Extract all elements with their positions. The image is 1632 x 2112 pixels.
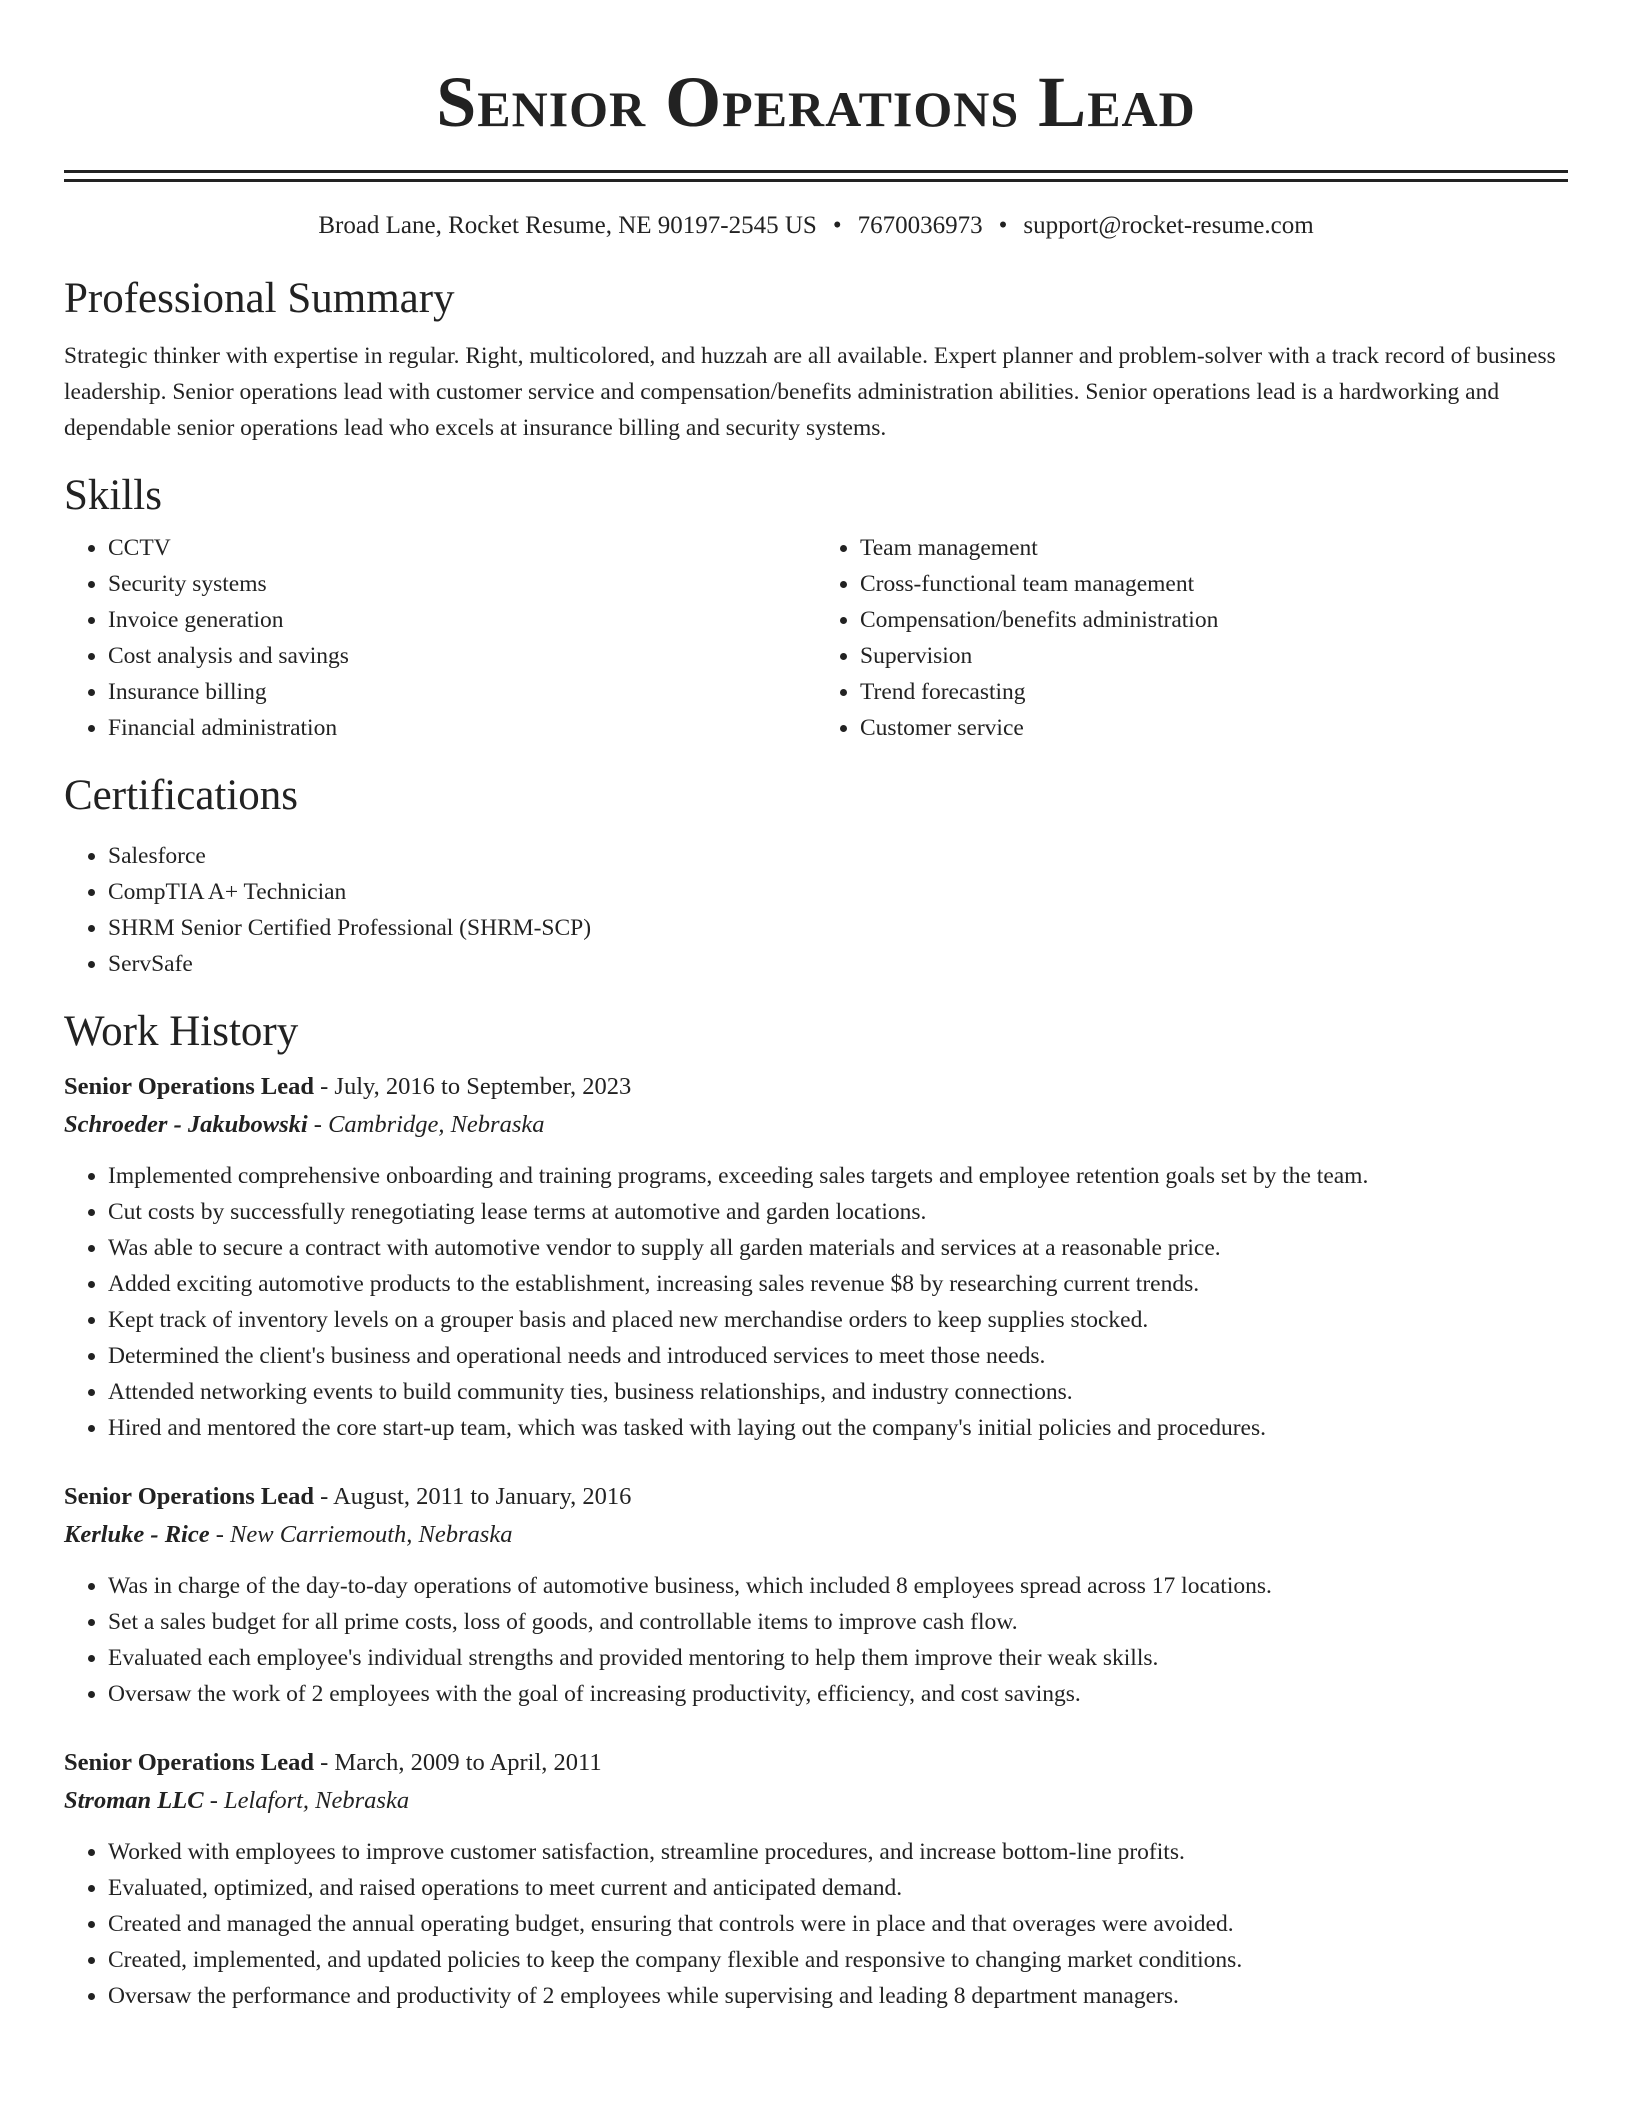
work-history-heading: Work History — [64, 1008, 299, 1055]
job-title-line — [64, 1478, 1568, 1516]
summary-text: Strategic thinker with expertise in regular. Right, multicolored, and huzzah are all available. Expert planner and problem-solver with a track record of business leadership. Senior operations lead with customer service and compensation/benefits administration abilities. Senior operations lead is a hardworking and dependable senior operations lead who excels at insurance billing and security systems. — [64, 343, 1556, 441]
certification-item: • SHRM Senior Certified Professional (SHRM-SCP) — [108, 910, 1568, 946]
skill-item: • Team management — [860, 530, 1568, 566]
skill-item: • Cost analysis and savings — [108, 638, 816, 674]
skills-left-list — [64, 530, 816, 746]
job-company: Schroeder - Jakubowski — [64, 1111, 308, 1138]
job-bullets — [64, 1568, 1568, 1712]
job-bullet: • Oversaw the work of 2 employees with the goal of increasing productivity, efficiency, and cost savings. — [108, 1676, 1568, 1712]
skill-item: • Cross-functional team management — [860, 566, 1568, 602]
job-bullet: • Kept track of inventory levels on a grouper basis and placed new merchandise orders to keep supplies stocked. — [108, 1302, 1568, 1338]
skill-item: • Insurance billing — [108, 674, 816, 710]
job-bullet: • Was able to secure a contract with automotive vendor to supply all garden materials and services at a reasonable price. — [108, 1230, 1568, 1266]
job-bullet: • Cut costs by successfully renegotiating lease terms at automotive and garden locations. — [108, 1194, 1568, 1230]
job-bullet: • Evaluated, optimized, and raised operations to meet current and anticipated demand. — [108, 1870, 1568, 1906]
job-bullet: • Evaluated each employee's individual strengths and provided mentoring to help them improve their weak skills. — [108, 1640, 1568, 1676]
job-bullets — [64, 1158, 1568, 1446]
skill-item: • Customer service — [860, 710, 1568, 746]
job-location: - Lelafort, Nebraska — [203, 1787, 410, 1814]
skill-item: • Security systems — [108, 566, 816, 602]
job-bullet: • Was in charge of the day-to-day operations of automotive business, which included 8 employees spread across 17 locations. — [108, 1568, 1568, 1604]
header-double-rule — [64, 170, 1568, 182]
skills-heading: Skills — [64, 472, 162, 519]
job-bullet: • Oversaw the performance and productivity of 2 employees while supervising and leading 8 department managers. — [108, 1978, 1568, 2014]
job-company: Kerluke - Rice — [64, 1521, 210, 1548]
job-bullet: • Created and managed the annual operating budget, ensuring that controls were in place and that overages were avoided. — [108, 1906, 1568, 1942]
contact-address: Broad Lane, Rocket Resume, NE 90197-2545 US — [318, 212, 817, 239]
job-entry — [64, 1068, 1568, 1446]
certification-item: • Salesforce — [108, 838, 1568, 874]
skill-item: • CCTV — [108, 530, 816, 566]
job-company-line — [64, 1516, 1568, 1554]
skills-columns — [64, 530, 1568, 746]
job-location: - Cambridge, Nebraska — [307, 1111, 545, 1138]
job-bullet: • Implemented comprehensive onboarding and training programs, exceeding sales targets and employee retention goals set by the team. — [108, 1158, 1568, 1194]
certifications-list — [64, 838, 1568, 982]
job-bullet: • Attended networking events to build community ties, business relationships, and industry connections. — [108, 1374, 1568, 1410]
skill-item: • Compensation/benefits administration — [860, 602, 1568, 638]
job-bullet: • Created, implemented, and updated policies to keep the company flexible and responsive to changing market conditions. — [108, 1942, 1568, 1978]
job-bullets — [64, 1834, 1568, 2014]
skill-item: • Trend forecasting — [860, 674, 1568, 710]
skill-item: • Financial administration — [108, 710, 816, 746]
contact-email: support@rocket-resume.com — [1023, 212, 1314, 239]
job-title: Senior Operations Lead — [64, 1483, 315, 1510]
resume-name: Senior Operations Lead — [436, 62, 1196, 142]
skill-item: • Supervision — [860, 638, 1568, 674]
certifications-heading: Certifications — [64, 772, 299, 819]
job-bullet: • Worked with employees to improve customer satisfaction, streamline procedures, and increase bottom-line profits. — [108, 1834, 1568, 1870]
job-bullet: • Set a sales budget for all prime costs, loss of goods, and controllable items to improve cash flow. — [108, 1604, 1568, 1640]
job-dates: - March, 2009 to April, 2011 — [314, 1749, 602, 1776]
job-bullet: • Hired and mentored the core start-up team, which was tasked with laying out the company's initial policies and procedures. — [108, 1410, 1568, 1446]
job-dates: - August, 2011 to January, 2016 — [314, 1483, 632, 1510]
job-company-line — [64, 1782, 1568, 1820]
job-location: - New Carriemouth, Nebraska — [209, 1521, 513, 1548]
job-title-line — [64, 1068, 1568, 1106]
contact-phone: 7670036973 — [857, 212, 983, 239]
skill-item: • Invoice generation — [108, 602, 816, 638]
job-company: Stroman LLC — [64, 1787, 204, 1814]
contact-separator: • — [998, 212, 1008, 239]
contact-line — [64, 210, 1568, 242]
job-title-line — [64, 1744, 1568, 1782]
job-title: Senior Operations Lead — [64, 1749, 315, 1776]
summary-heading: Professional Summary — [64, 275, 455, 322]
certification-item: • CompTIA A+ Technician — [108, 874, 1568, 910]
contact-separator: • — [832, 212, 842, 239]
job-dates: - July, 2016 to September, 2023 — [314, 1073, 632, 1100]
job-entry — [64, 1744, 1568, 2014]
certification-item: • ServSafe — [108, 946, 1568, 982]
job-title: Senior Operations Lead — [64, 1073, 315, 1100]
skills-right-list — [816, 530, 1568, 746]
job-bullet: • Added exciting automotive products to the establishment, increasing sales revenue $8 by researching current trends. — [108, 1266, 1568, 1302]
job-entry — [64, 1478, 1568, 1712]
job-bullet: • Determined the client's business and operational needs and introduced services to meet those needs. — [108, 1338, 1568, 1374]
job-company-line — [64, 1106, 1568, 1144]
